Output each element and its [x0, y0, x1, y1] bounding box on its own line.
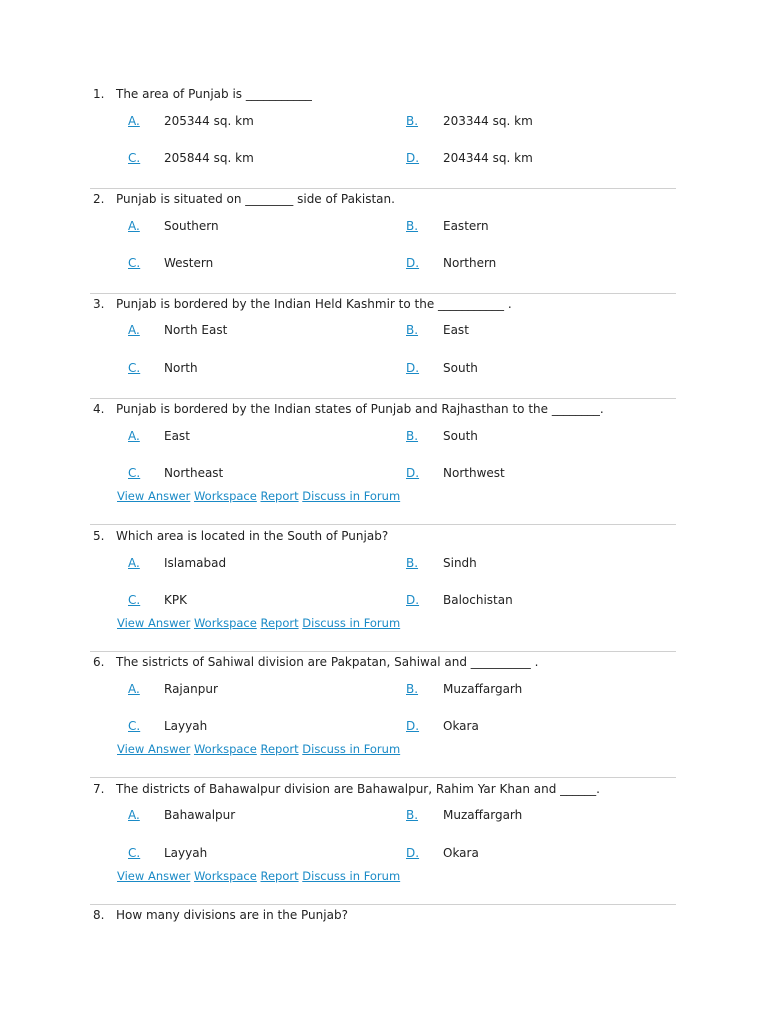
answer-links	[117, 616, 400, 630]
question-text: Which area is located in the South of Punjab?	[116, 529, 389, 543]
question-separator	[90, 293, 676, 294]
option-c-link[interactable]: C.	[128, 256, 141, 270]
discuss-forum-link[interactable]: Discuss in Forum	[302, 489, 401, 503]
question-number: 8.	[93, 908, 105, 922]
option-a-link[interactable]: A.	[128, 323, 140, 337]
option-d-link[interactable]: D.	[406, 256, 420, 270]
question-text: Punjab is bordered by the Indian Held Kashmir to the ___________ .	[116, 297, 512, 311]
option-b-link[interactable]: B.	[406, 219, 419, 233]
option-d-link[interactable]: D.	[406, 151, 420, 165]
question-separator	[90, 524, 676, 525]
question-separator	[90, 777, 676, 778]
question-text: Punjab is bordered by the Indian states of Punjab and Rajhasthan to the ________.	[116, 402, 604, 416]
option-d-link[interactable]: D.	[406, 719, 420, 733]
option-c-text: Layyah	[164, 846, 208, 860]
workspace-link[interactable]: Workspace	[193, 742, 257, 756]
option-c-link[interactable]: C.	[128, 361, 141, 375]
option-d-text: Okara	[443, 719, 479, 733]
option-c-link[interactable]: C.	[128, 593, 141, 607]
question-number: 4.	[93, 402, 105, 416]
option-a-text: East	[164, 429, 190, 443]
option-b-text: South	[443, 429, 478, 443]
option-d-link[interactable]: D.	[406, 846, 420, 860]
option-a-link[interactable]: A.	[128, 556, 140, 570]
option-a-link[interactable]: A.	[128, 808, 140, 822]
option-b-text: Sindh	[443, 556, 477, 570]
discuss-forum-link[interactable]: Discuss in Forum	[302, 869, 401, 883]
answer-links	[117, 742, 400, 756]
question-number: 5.	[93, 529, 105, 543]
option-b-link[interactable]: B.	[406, 556, 419, 570]
option-a-link[interactable]: A.	[128, 114, 140, 128]
answer-links	[117, 489, 400, 503]
option-b-text: Muzaffargarh	[443, 808, 523, 822]
option-c-link[interactable]: C.	[128, 719, 141, 733]
question-separator	[90, 398, 676, 399]
question-text: How many divisions are in the Punjab?	[116, 908, 348, 922]
option-d-text: 204344 sq. km	[443, 151, 533, 165]
option-b-link[interactable]: B.	[406, 429, 419, 443]
option-d-link[interactable]: D.	[406, 593, 420, 607]
option-c-link[interactable]: C.	[128, 151, 141, 165]
question-text: The area of Punjab is ___________	[116, 87, 312, 101]
workspace-link[interactable]: Workspace	[193, 489, 257, 503]
option-b-text: 203344 sq. km	[443, 114, 533, 128]
workspace-link[interactable]: Workspace	[193, 616, 257, 630]
option-b-text: Muzaffargarh	[443, 682, 523, 696]
option-c-text: 205844 sq. km	[164, 151, 254, 165]
question-number: 7.	[93, 782, 105, 796]
question-number: 1.	[93, 87, 105, 101]
option-a-text: Bahawalpur	[164, 808, 236, 822]
option-a-text: Rajanpur	[164, 682, 218, 696]
option-b-link[interactable]: B.	[406, 808, 419, 822]
option-c-text: Northeast	[164, 466, 224, 480]
option-b-link[interactable]: B.	[406, 114, 419, 128]
option-c-text: KPK	[164, 593, 187, 607]
report-link[interactable]: Report	[260, 742, 299, 756]
option-a-text: 205344 sq. km	[164, 114, 254, 128]
view-answer-link[interactable]: View Answer	[117, 489, 191, 503]
question-text: Punjab is situated on ________ side of Pakistan.	[116, 192, 395, 206]
answer-links	[117, 869, 400, 883]
option-b-text: East	[443, 323, 469, 337]
question-text: The districts of Bahawalpur division are Bahawalpur, Rahim Yar Khan and ______.	[116, 782, 600, 796]
option-d-link[interactable]: D.	[406, 361, 420, 375]
option-b-link[interactable]: B.	[406, 323, 419, 337]
option-c-text: North	[164, 361, 198, 375]
option-d-text: Northwest	[443, 466, 505, 480]
option-a-link[interactable]: A.	[128, 682, 140, 696]
option-c-link[interactable]: C.	[128, 846, 141, 860]
question-separator	[90, 904, 676, 905]
question-separator	[90, 188, 676, 189]
option-d-link[interactable]: D.	[406, 466, 420, 480]
option-d-text: Balochistan	[443, 593, 513, 607]
option-c-link[interactable]: C.	[128, 466, 141, 480]
option-a-text: Islamabad	[164, 556, 227, 570]
report-link[interactable]: Report	[260, 489, 299, 503]
report-link[interactable]: Report	[260, 869, 299, 883]
view-answer-link[interactable]: View Answer	[117, 742, 191, 756]
report-link[interactable]: Report	[260, 616, 299, 630]
question-number: 3.	[93, 297, 105, 311]
option-d-text: South	[443, 361, 478, 375]
option-d-text: Okara	[443, 846, 479, 860]
option-a-link[interactable]: A.	[128, 429, 140, 443]
option-a-text: North East	[164, 323, 228, 337]
question-separator	[90, 651, 676, 652]
discuss-forum-link[interactable]: Discuss in Forum	[302, 616, 401, 630]
question-number: 2.	[93, 192, 105, 206]
workspace-link[interactable]: Workspace	[193, 869, 257, 883]
option-b-text: Eastern	[443, 219, 489, 233]
discuss-forum-link[interactable]: Discuss in Forum	[302, 742, 401, 756]
question-text: The sistricts of Sahiwal division are Pakpatan, Sahiwal and __________ .	[116, 655, 539, 669]
view-answer-link[interactable]: View Answer	[117, 869, 191, 883]
option-a-link[interactable]: A.	[128, 219, 140, 233]
view-answer-link[interactable]: View Answer	[117, 616, 191, 630]
option-b-link[interactable]: B.	[406, 682, 419, 696]
option-a-text: Southern	[164, 219, 219, 233]
question-number: 6.	[93, 655, 105, 669]
option-c-text: Western	[164, 256, 214, 270]
option-d-text: Northern	[443, 256, 497, 270]
option-c-text: Layyah	[164, 719, 208, 733]
